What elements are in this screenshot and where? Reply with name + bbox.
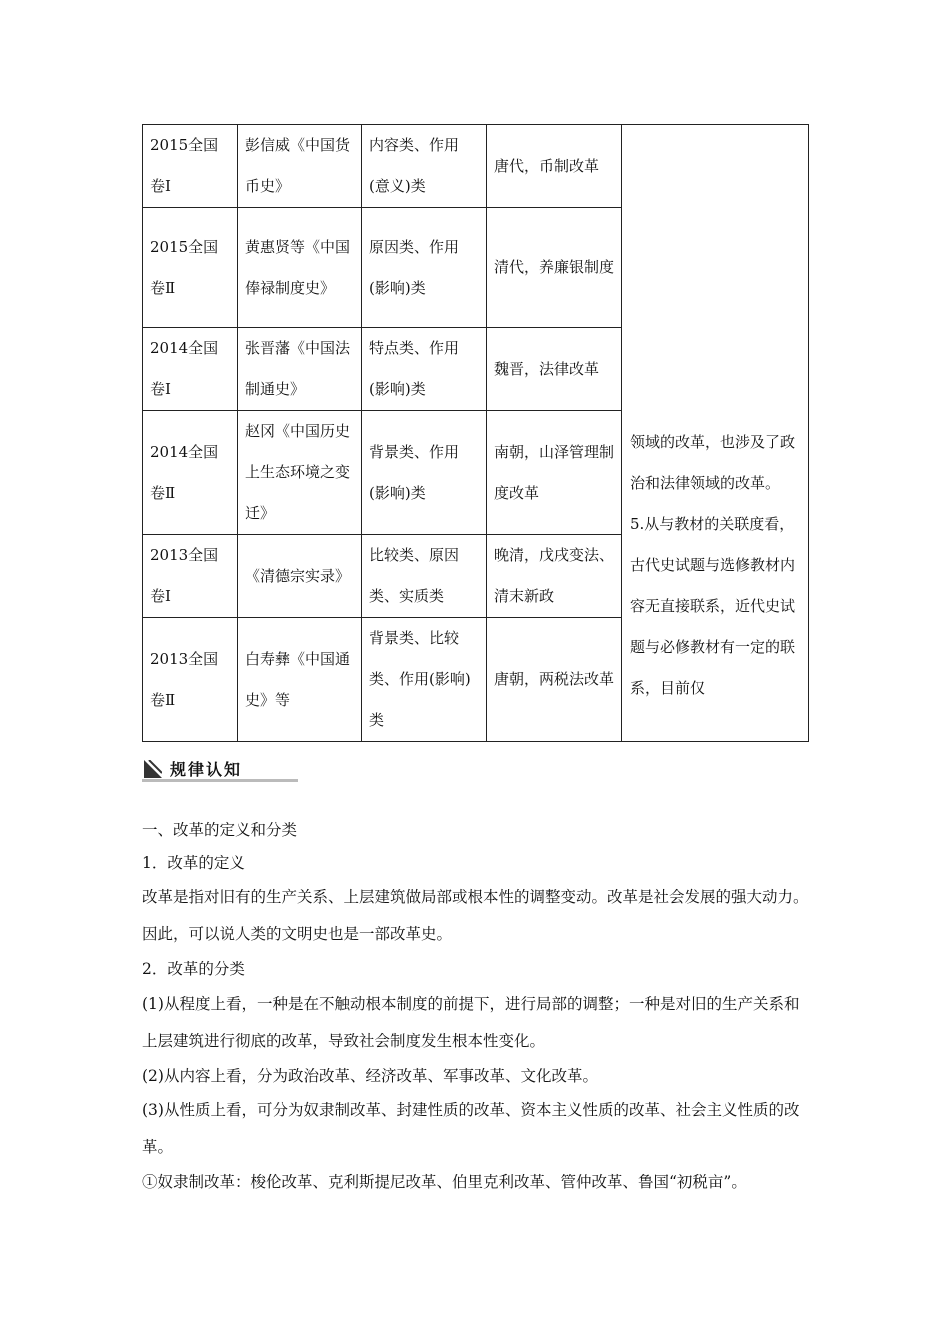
topic-cell: 唐代，币制改革 [487, 125, 622, 208]
paragraph: (1)从程度上看，一种是在不触动根本制度的前提下，进行局部的调整；一种是对旧的生产关系和上层建筑进行彻底的改革，导致社会制度发生根本性变化。 [142, 994, 800, 1050]
paragraph: (3)从性质上看，可分为奴隶制改革、封建性质的改革、资本主义性质的改革、社会主义性质的改革。 [142, 1101, 800, 1156]
content-body [142, 814, 810, 1199]
section-heading [142, 756, 298, 782]
source-cell: 白寿彝《中国通史》等 [238, 618, 362, 742]
topic-cell: 唐朝，两税法改革 [487, 618, 622, 742]
source-cell: 张晋藩《中国法制通史》 [238, 328, 362, 411]
exam-cell: 2015全国卷Ⅱ [143, 208, 238, 328]
source-cell: 赵冈《中国历史上生态环境之变迁》 [238, 411, 362, 535]
diagonal-corner-icon [144, 760, 162, 778]
source-cell: 《清德宗实录》 [238, 535, 362, 618]
heading-level-1: 一、改革的定义和分类 [142, 821, 298, 839]
paragraph: (2)从内容上看，分为政治改革、经济改革、军事改革、文化改革。 [142, 1066, 598, 1085]
exam-cell: 2014全国卷Ⅱ [143, 411, 238, 535]
exam-cell: 2014全国卷Ⅰ [143, 328, 238, 411]
heading-level-2: 2．改革的分类 [142, 960, 245, 978]
notes-paragraph: 5.从与教材的关联度看，古代史试题与选修教材内容无直接联系，近代史试题与必修教材有一定的联系，目前仅 [630, 515, 796, 697]
exam-cell: 2015全国卷Ⅰ [143, 125, 238, 208]
notes-paragraph: 领域的改革，也涉及了政治和法律领域的改革。 [630, 433, 796, 492]
question-type-cell: 比较类、原因类、实质类 [362, 535, 487, 618]
notes-content [630, 422, 800, 741]
exam-cell: 2013全国卷Ⅱ [143, 618, 238, 742]
question-type-cell: 背景类、比较类、作用(影响)类 [362, 618, 487, 742]
source-cell: 黄惠贤等《中国俸禄制度史》 [238, 208, 362, 328]
section-title: 规律认知 [170, 760, 243, 779]
notes-cell [622, 125, 809, 742]
heading-level-2: 1．改革的定义 [142, 853, 245, 872]
question-type-cell: 背景类、作用(影响)类 [362, 411, 487, 535]
topic-cell: 晚清，戊戌变法、清末新政 [487, 535, 622, 618]
topic-cell: 南朝，山泽管理制度改革 [487, 411, 622, 535]
exam-cell: 2013全国卷Ⅰ [143, 535, 238, 618]
question-type-cell: 内容类、作用(意义)类 [362, 125, 487, 208]
topic-cell: 魏晋，法律改革 [487, 328, 622, 411]
table-row [143, 125, 809, 208]
question-type-cell: 特点类、作用(影响)类 [362, 328, 487, 411]
heading-underline [142, 779, 298, 782]
question-type-cell: 原因类、作用(影响)类 [362, 208, 487, 328]
paragraph: ①奴隶制改革：梭伦改革、克利斯提尼改革、伯里克利改革、管仲改革、鲁国“初税亩”。 [142, 1173, 747, 1191]
source-cell: 彭信威《中国货币史》 [238, 125, 362, 208]
topic-cell: 清代，养廉银制度 [487, 208, 622, 328]
paragraph: 改革是指对旧有的生产关系、上层建筑做局部或根本性的调整变动。改革是社会发展的强大动力。因此，可以说人类的文明史也是一部改革史。 [142, 888, 809, 943]
exam-analysis-table [142, 124, 809, 742]
